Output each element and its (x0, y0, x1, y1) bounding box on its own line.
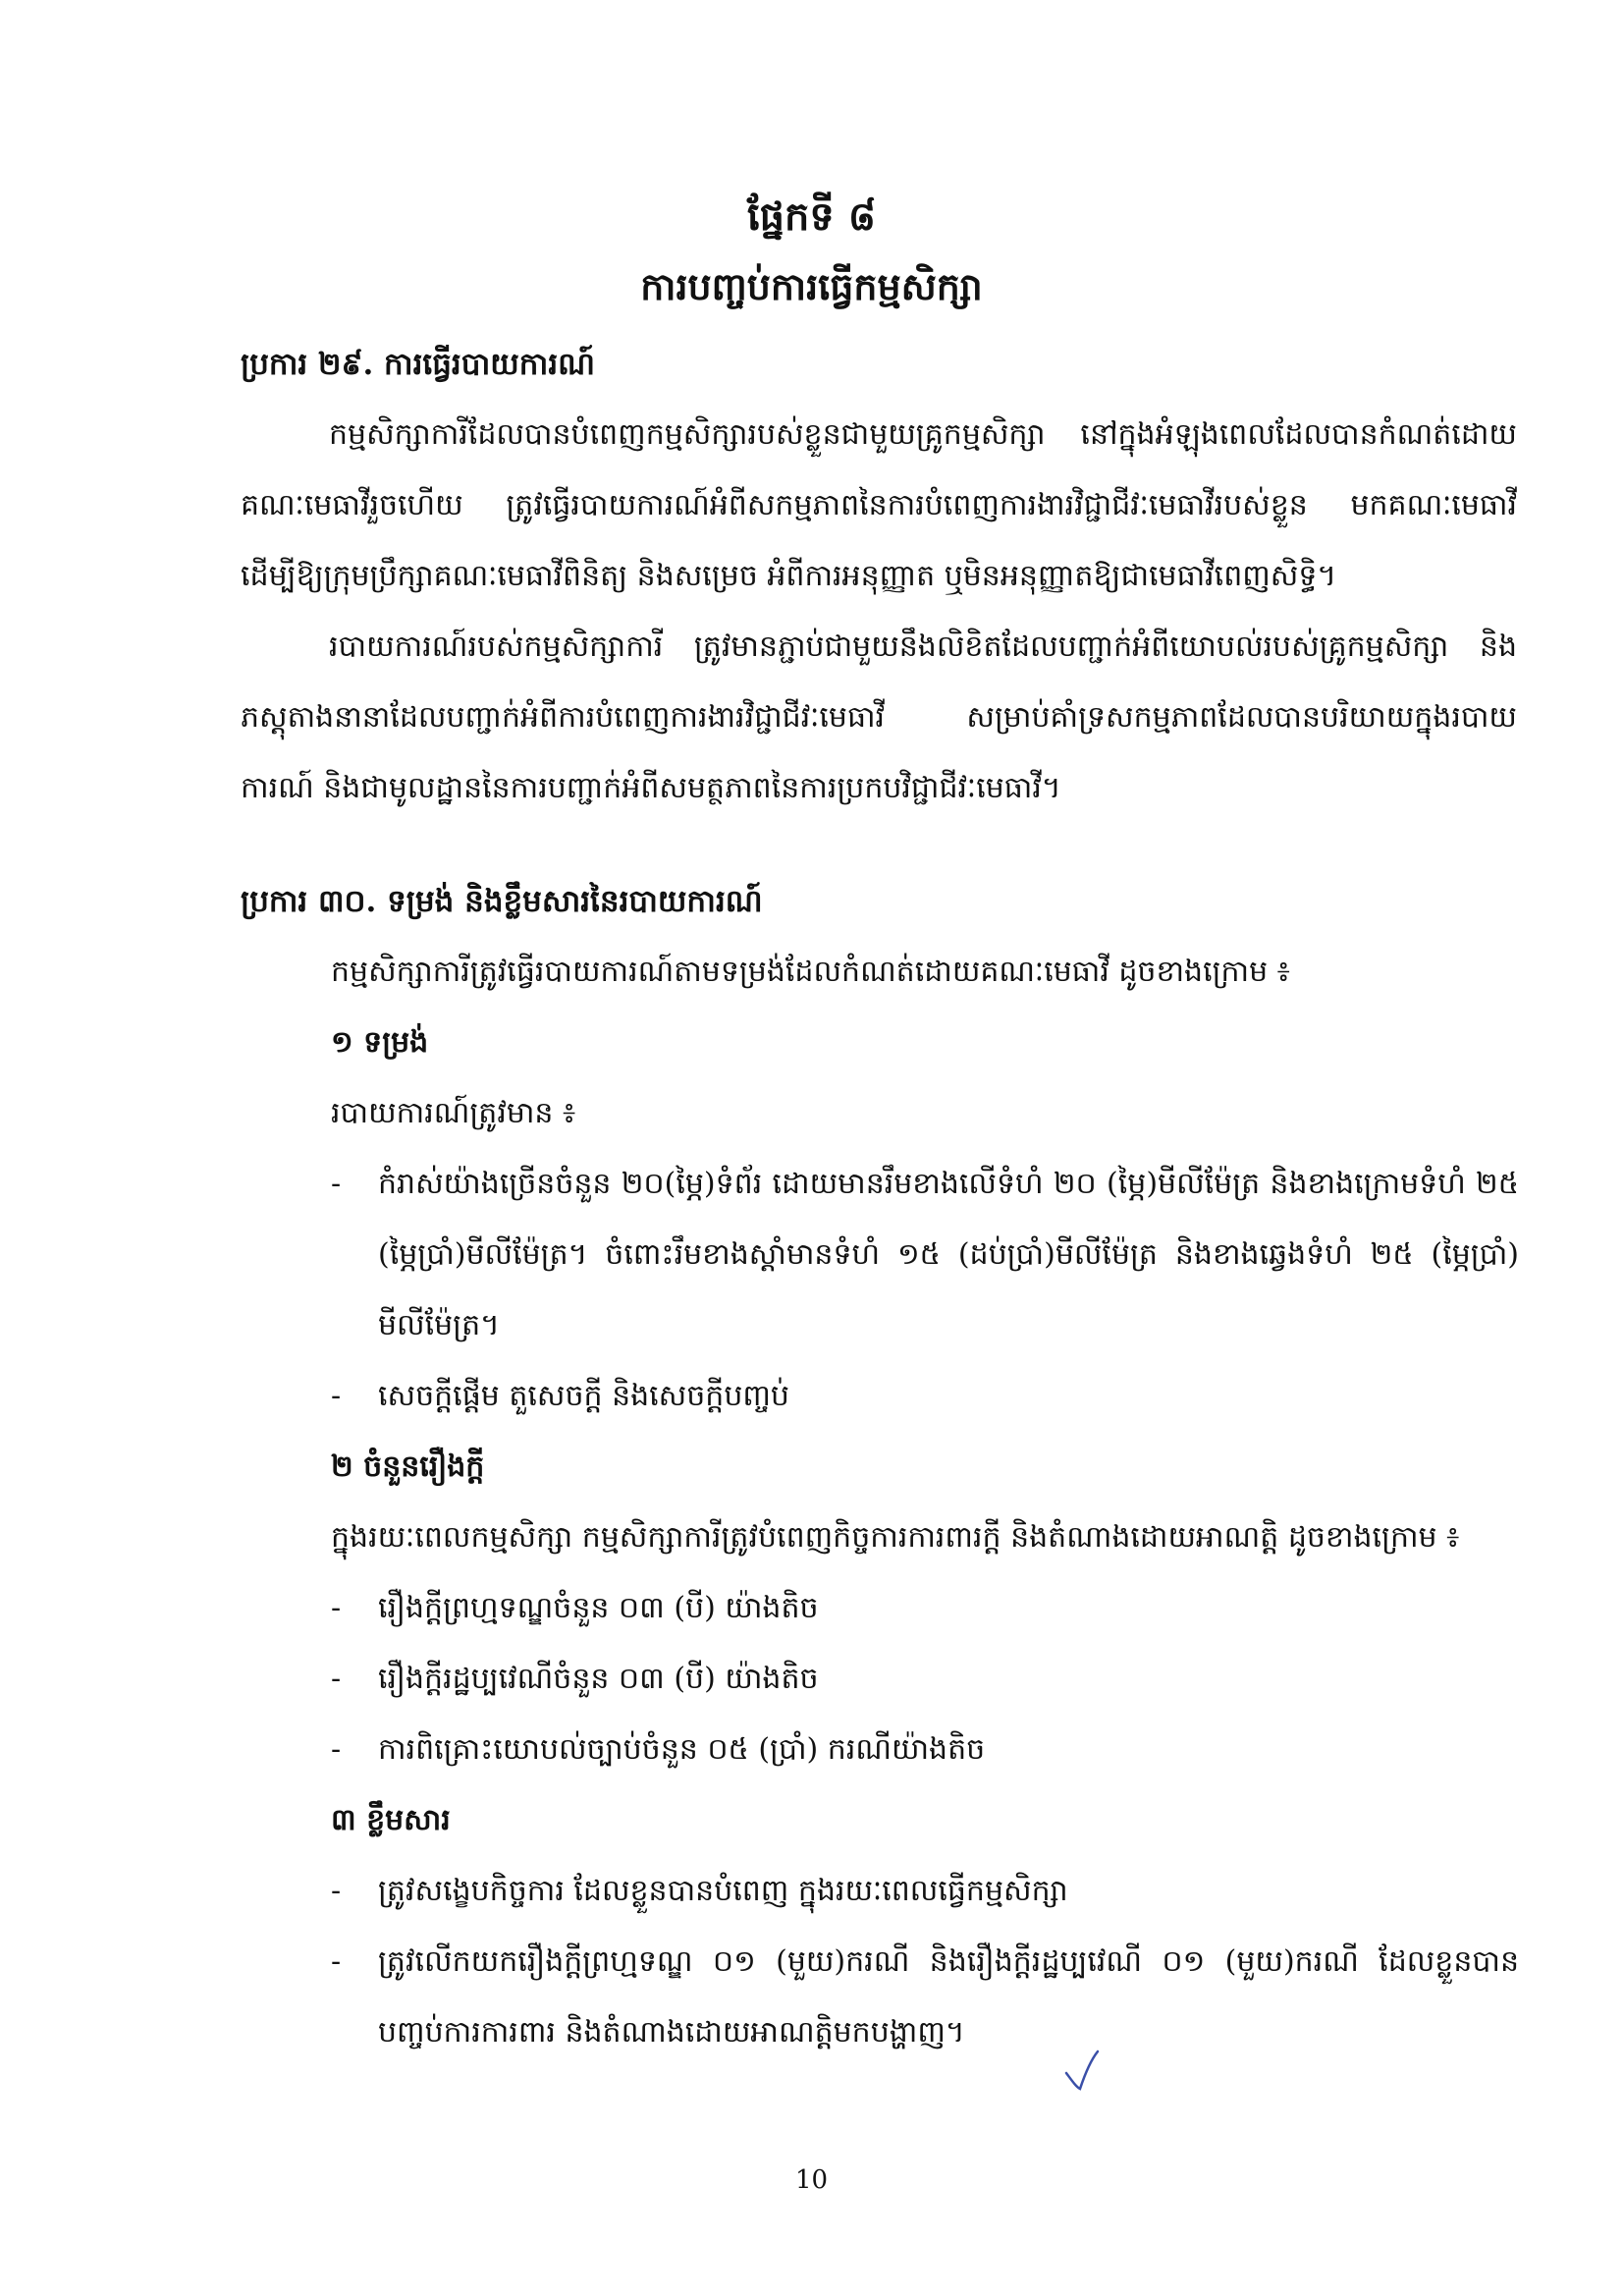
list-item-text: ត្រូវលើកយករឿងក្តីព្រហ្មទណ្ឌ ០១ (មួយ)ករណី និងរឿងក្តីរដ្ឋប្បវេណី ០១ (មួយ)ករណី ដែលខ្លួនបានបញ្ចប់ការការពារ និងតំណាងដោយអាណត្តិមកបង្ហាញ។ (378, 1944, 1519, 2050)
chapter-title: ផ្នែកទី ៨ (746, 193, 877, 240)
bullet-dash: - (331, 1874, 342, 1908)
article-29-heading: ប្រការ ២៩. ការធ្វើរបាយការណ៍ (241, 347, 595, 382)
list-item (331, 1361, 1519, 1432)
bullet-dash: - (331, 1591, 342, 1625)
list-item (331, 1149, 1519, 1361)
page-number: 10 (794, 2165, 829, 2195)
list-item-text: រឿងក្តីរដ្ឋប្បវេណីចំនួន ០៣ (បី) យ៉ាងតិច (378, 1662, 819, 1696)
bullet-dash: - (331, 1944, 342, 1979)
section-1-heading: ១ ទម្រង់ (331, 1025, 429, 1060)
article-29-paragraph-2: របាយការណ៍របស់កម្មសិក្សាការី ត្រូវមានភ្ជាប់ជាមួយនឹងលិខិតដែលបញ្ជាក់អំពីយោបល់របស់គ្រូកម្មសិក្សា និងភស្តុតាងនានាដែលបញ្ជាក់អំពីការបំពេញការងារវិជ្ជាជីវៈមេធាវី សម្រាប់គាំទ្រសកម្មភាពដែលបានបរិយាយក្នុងរបាយការណ៍ និងជាមូលដ្ឋាននៃការបញ្ជាក់អំពីសមត្ថភាពនៃការប្រកបវិជ្ជាជីវៈមេធាវី។ (241, 629, 1517, 805)
bullet-dash: - (331, 1662, 342, 1696)
list-item (331, 1573, 1519, 1644)
bullet-dash: - (331, 1167, 342, 1201)
list-item (331, 1856, 1519, 1927)
list-item-text: កំរាស់យ៉ាងច្រើនចំនួន ២០(ម្ភៃ)ទំព័រ ដោយមានរឹមខាងលើទំហំ ២០ (ម្ភៃ)មីលីម៉ែត្រ និងខាងក្រោមទំហំ ២៥ (ម្ភៃប្រាំ)មីលីម៉ែត្រ។ ចំពោះរឹមខាងស្តាំមានទំហំ ១៥ (ដប់ប្រាំ)មីលីម៉ែត្រ និងខាងឆ្វេងទំហំ ២៥ (ម្ភៃប្រាំ) មីលីម៉ែត្រ។ (378, 1167, 1519, 1342)
chapter-subtitle: ការបញ្ចប់ការធ្វើកម្មសិក្សា (640, 264, 983, 308)
bullet-dash: - (331, 1732, 342, 1767)
article-30 (241, 866, 1517, 937)
article-30-intro: កម្មសិក្សាការីត្រូវធ្វើរបាយការណ៍តាមទម្រង់ដែលកំណត់ដោយគណៈមេធាវី ដូចខាងក្រោម ៖ (331, 955, 1290, 989)
list-item-text: ត្រូវសង្ខេបកិច្ចការ ដែលខ្លួនបានបំពេញ ក្នុងរយៈពេលធ្វើកម្មសិក្សា (378, 1874, 1068, 1908)
article-29 (241, 329, 1517, 824)
list-item (331, 1644, 1519, 1715)
section-1-lead: របាយការណ៍ត្រូវមាន ៖ (331, 1096, 576, 1130)
article-30-heading: ប្រការ ៣០. ទម្រង់ និងខ្លឹមសារនៃរបាយការណ៍ (241, 884, 763, 919)
bullet-dash: - (331, 1379, 342, 1413)
section-3-heading: ៣ ខ្លឹមសារ (331, 1803, 451, 1837)
list-item-text: ការពិគ្រោះយោបល់ច្បាប់ចំនួន ០៥ (ប្រាំ) ករណីយ៉ាងតិច (378, 1732, 986, 1767)
section-2-list (331, 1573, 1519, 1785)
section-2-lead: ក្នុងរយៈពេលកម្មសិក្សា កម្មសិក្សាការីត្រូវបំពេញកិច្ចការការពារក្តី និងតំណាងដោយអាណត្តិ ដូចខាងក្រោម ៖ (331, 1520, 1460, 1555)
article-29-paragraph-1: កម្មសិក្សាការីដែលបានបំពេញកម្មសិក្សារបស់ខ្លួនជាមួយគ្រូកម្មសិក្សា នៅក្នុងអំឡុងពេលដែលបានកំណត់ដោយគណៈមេធាវីរួចហើយ ត្រូវធ្វើរបាយការណ៍អំពីសកម្មភាពនៃការបំពេញការងារវិជ្ជាជីវៈមេធាវីរបស់ខ្លួន មកគណៈមេធាវី ដើម្បីឱ្យក្រុមប្រឹក្សាគណៈមេធាវីពិនិត្យ និងសម្រេច អំពីការអនុញ្ញាត ឬមិនអនុញ្ញាតឱ្យជាមេធាវីពេញសិទ្ធិ។ (241, 417, 1517, 593)
section-3-list (331, 1856, 1519, 2068)
list-item (331, 1927, 1519, 2068)
section-1-list (331, 1149, 1519, 1432)
handwritten-check-icon (1062, 2048, 1102, 2093)
list-item-text: សេចក្តីផ្តើម តួសេចក្តី និងសេចក្តីបញ្ចប់ (378, 1379, 789, 1413)
list-item (331, 1715, 1519, 1785)
list-item-text: រឿងក្តីព្រហ្មទណ្ឌចំនួន ០៣ (បី) យ៉ាងតិច (378, 1591, 819, 1625)
section-2-heading: ២ ចំនួនរឿងក្តី (331, 1449, 485, 1484)
article-30-body (331, 937, 1519, 2068)
